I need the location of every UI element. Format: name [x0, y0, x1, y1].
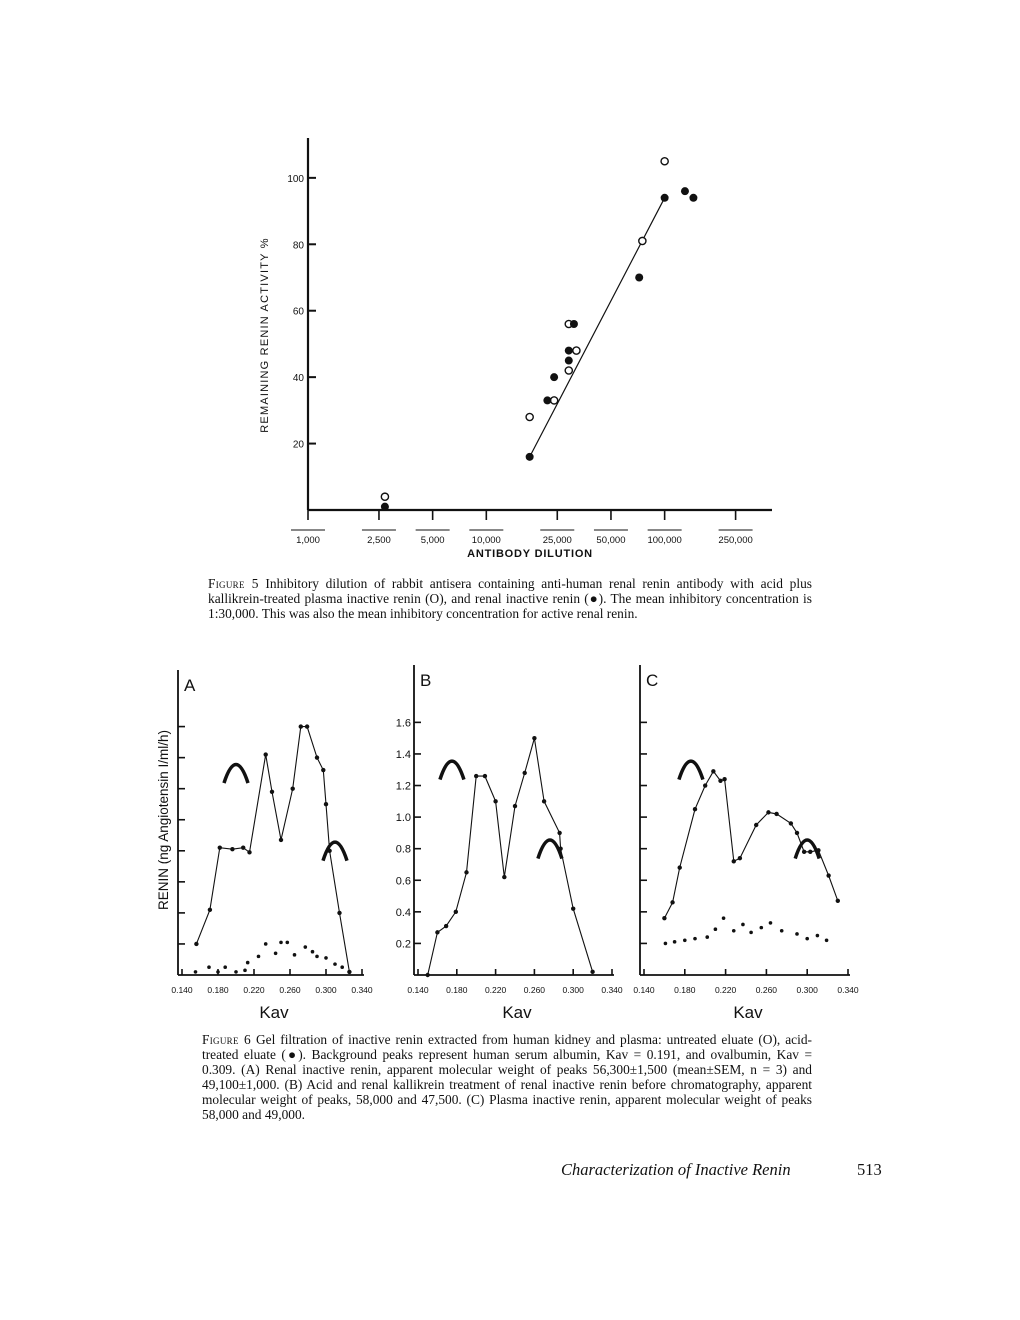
x-tick-label: 0.220 [714, 985, 737, 995]
background-dot [664, 942, 668, 946]
background-dot [223, 965, 227, 969]
running-title: Characterization of Inactive Renin [561, 1160, 791, 1179]
y-tick-label: 1.0 [395, 812, 411, 825]
figure5-x-ticks [291, 510, 753, 546]
background-dot [673, 940, 677, 944]
peak-arc-mark [323, 842, 347, 861]
series-point [722, 777, 726, 781]
series-point [774, 812, 778, 816]
figure6-chart [0, 660, 1020, 1020]
background-dot [293, 953, 297, 957]
series-point [483, 774, 487, 778]
background-dot [315, 955, 319, 959]
background-dot [216, 970, 220, 974]
background-dot [795, 932, 799, 936]
x-tick-label: 0.220 [243, 985, 265, 995]
series-point [703, 783, 707, 787]
series-point [327, 849, 331, 853]
series-point [766, 810, 770, 814]
x-tick-label: 0.340 [601, 985, 623, 995]
figure6-caption-label: Figure 6 [202, 1032, 251, 1047]
figure6-panel-a [171, 670, 373, 1020]
open-data-point [551, 397, 558, 404]
y-tick-label: 1.6 [395, 717, 411, 730]
x-tick-label: 0.300 [315, 985, 337, 995]
series-point [305, 724, 309, 728]
filled-data-point [543, 396, 551, 404]
background-dot [286, 941, 290, 945]
filled-data-point [661, 194, 669, 202]
filled-data-point [381, 503, 389, 511]
series-point [808, 850, 812, 854]
series-point [662, 916, 666, 920]
background-dot [234, 970, 238, 974]
x-tick-label: 0.180 [207, 985, 229, 995]
series-point [670, 900, 674, 904]
series-point [347, 970, 351, 974]
x-tick-label: 0.340 [837, 985, 859, 995]
background-dot [246, 961, 250, 965]
series-line [428, 738, 593, 975]
x-axis-label: Kav [502, 1003, 532, 1020]
background-dot [825, 938, 829, 942]
filled-data-point [550, 373, 558, 381]
y-tick-label: 0.4 [395, 906, 411, 919]
figure6-caption [202, 1032, 812, 1122]
series-point [502, 875, 506, 879]
background-dot [805, 937, 809, 941]
background-dot [816, 934, 820, 938]
series-point [208, 908, 212, 912]
y-tick-label: 40 [292, 373, 304, 385]
open-data-point [661, 158, 668, 165]
background-dot [722, 916, 726, 920]
series-point [291, 786, 295, 790]
filled-data-point [635, 274, 643, 282]
background-dot [741, 923, 745, 927]
series-point [270, 790, 274, 794]
peak-arc-mark [679, 761, 703, 780]
series-point [230, 847, 234, 851]
series-point [464, 870, 468, 874]
x-tick-label: 0.300 [562, 985, 584, 995]
background-dot [243, 969, 247, 973]
background-dot [749, 931, 753, 935]
figure5-x-label: ANTIBODY DILUTION [467, 548, 593, 560]
background-dot [274, 951, 278, 955]
figure6-panel-c [633, 665, 859, 1020]
figure5-caption-text: Inhibitory dilution of rabbit antisera containing anti-human renal renin antibody with acid plus kallikrein-treated plasma inactive renin (O), and renal inactive renin (●). The mean inhibitory concentration is 1:30,000. This was also the mean inhibitory concentration for active renal renin. [208, 576, 812, 621]
series-point [454, 910, 458, 914]
panel-label: B [420, 671, 432, 690]
background-dot [780, 929, 784, 933]
y-tick-label: 100 [287, 173, 304, 185]
filled-data-point [565, 347, 573, 355]
figure6-caption-text: Gel filtration of inactive renin extracted from human kidney and plasma: untreated eluate (O), acid-treated eluate (●). Background peaks represent human serum albumin, Kav = 0.191, and ovalbumin, Kav = 0.309. (A) Renal inactive renin, apparent molecular weight of peaks 56,300±1,500 (mean±SEM, n = 3) and 49,100±1,000. (B) Acid and renal kallikrein treatment of renal inactive renin before chromatography, apparent molecular weight of peaks, 58,000 and 47,500. (C) Plasma inactive renin, apparent molecular weight of peaks 58,000 and 49,000. [202, 1032, 812, 1122]
figure6-y-label: RENIN (ng Angiotensin I/ml/h) [156, 729, 171, 911]
y-tick-label: 1.2 [395, 780, 411, 793]
filled-data-point [565, 357, 573, 365]
series-point [444, 924, 448, 928]
background-dot [760, 926, 764, 930]
y-tick-label: 0.2 [395, 938, 411, 951]
background-dot [705, 935, 709, 939]
series-point [558, 846, 562, 850]
background-dot [683, 938, 687, 942]
x-tick-label: 0.260 [279, 985, 301, 995]
peak-arc-mark [538, 840, 562, 859]
open-data-point [526, 413, 533, 420]
y-tick-label: 20 [292, 439, 304, 451]
x-tick-label: 0.140 [407, 985, 429, 995]
x-tick-label: 250,000 [718, 535, 753, 546]
series-point [513, 804, 517, 808]
series-point [218, 845, 222, 849]
series-point [718, 779, 722, 783]
series-point [802, 850, 806, 854]
series-point [711, 769, 715, 773]
peak-arc-mark [440, 761, 464, 780]
series-point [324, 802, 328, 806]
series-point [571, 906, 575, 910]
series-point [732, 859, 736, 863]
open-data-point [565, 367, 572, 374]
series-point [678, 865, 682, 869]
background-dot [769, 921, 773, 925]
x-tick-label: 0.260 [755, 985, 778, 995]
background-dot [732, 929, 736, 933]
series-point [532, 736, 536, 740]
x-axis-label: Kav [259, 1003, 289, 1020]
peak-arc-mark [795, 840, 819, 859]
x-tick-label: 2,500 [367, 535, 391, 546]
filled-data-point [681, 187, 689, 195]
peak-arc-mark [224, 765, 248, 784]
y-tick-label: 0.8 [395, 843, 411, 856]
filled-data-point [526, 453, 534, 461]
series-point [542, 799, 546, 803]
figure5-caption-label: Figure 5 [208, 576, 259, 591]
x-tick-label: 5,000 [420, 535, 445, 546]
series-point [493, 799, 497, 803]
series-point [241, 845, 245, 849]
figure6-panel-b [396, 665, 623, 1020]
series-point [789, 821, 793, 825]
panel-label: A [184, 676, 196, 695]
background-dot [340, 965, 344, 969]
series-point [754, 823, 758, 827]
series-point [247, 850, 251, 854]
figure5-chart [0, 0, 1020, 560]
figure5-y-ticks [287, 174, 316, 451]
series-point [826, 873, 830, 877]
figure5-points [381, 158, 697, 511]
series-point [523, 771, 527, 775]
series-point [435, 930, 439, 934]
series-point [557, 831, 561, 835]
x-tick-label: 0.300 [796, 985, 818, 995]
open-data-point [573, 347, 580, 354]
x-tick-label: 0.140 [633, 985, 655, 995]
series-point [590, 970, 594, 974]
filled-data-point [689, 194, 697, 202]
x-tick-label: 1,000 [296, 535, 320, 546]
x-tick-label: 100,000 [647, 535, 682, 546]
regression-line [530, 198, 665, 457]
series-point [474, 774, 478, 778]
series-point [337, 911, 341, 915]
figure5-y-label: REMAINING RENIN ACTIVITY % [259, 237, 271, 433]
series-point [279, 838, 283, 842]
panel-label: C [646, 671, 659, 690]
x-tick-label: 0.220 [484, 985, 507, 995]
series-point [321, 768, 325, 772]
y-tick-label: 1.4 [395, 748, 411, 761]
x-tick-label: 0.140 [171, 985, 193, 995]
x-tick-label: 50,000 [596, 535, 626, 546]
x-tick-label: 0.180 [446, 985, 468, 995]
x-tick-label: 0.260 [523, 985, 546, 995]
background-dot [194, 970, 198, 974]
series-point [299, 724, 303, 728]
series-point [738, 856, 742, 860]
background-dot [714, 927, 718, 931]
y-tick-label: 80 [292, 240, 304, 252]
background-dot [311, 950, 315, 954]
figure5-regression [530, 198, 665, 457]
figure5-axes [308, 138, 772, 510]
series-point [693, 807, 697, 811]
x-axis-label: Kav [733, 1003, 763, 1020]
background-dot [333, 962, 337, 966]
filled-data-point [570, 320, 578, 328]
figure5-caption [208, 576, 812, 621]
y-tick-label: 60 [292, 306, 304, 318]
background-dot [264, 942, 268, 946]
background-dot [324, 956, 328, 960]
background-dot [279, 941, 283, 945]
background-dot [693, 937, 697, 941]
background-dot [257, 955, 261, 959]
series-point [194, 942, 198, 946]
series-point [315, 755, 319, 759]
x-tick-label: 25,000 [542, 535, 572, 546]
x-tick-label: 0.340 [351, 985, 373, 995]
series-point [426, 973, 430, 977]
open-data-point [639, 237, 646, 244]
background-dot [207, 965, 211, 969]
series-point [816, 848, 820, 852]
series-point [836, 899, 840, 903]
series-point [795, 831, 799, 835]
page-number: 513 [857, 1160, 882, 1179]
x-tick-label: 10,000 [471, 535, 501, 546]
x-tick-label: 0.180 [674, 985, 696, 995]
open-data-point [381, 493, 388, 500]
y-tick-label: 0.6 [395, 875, 411, 888]
background-dot [304, 945, 308, 949]
series-point [264, 752, 268, 756]
